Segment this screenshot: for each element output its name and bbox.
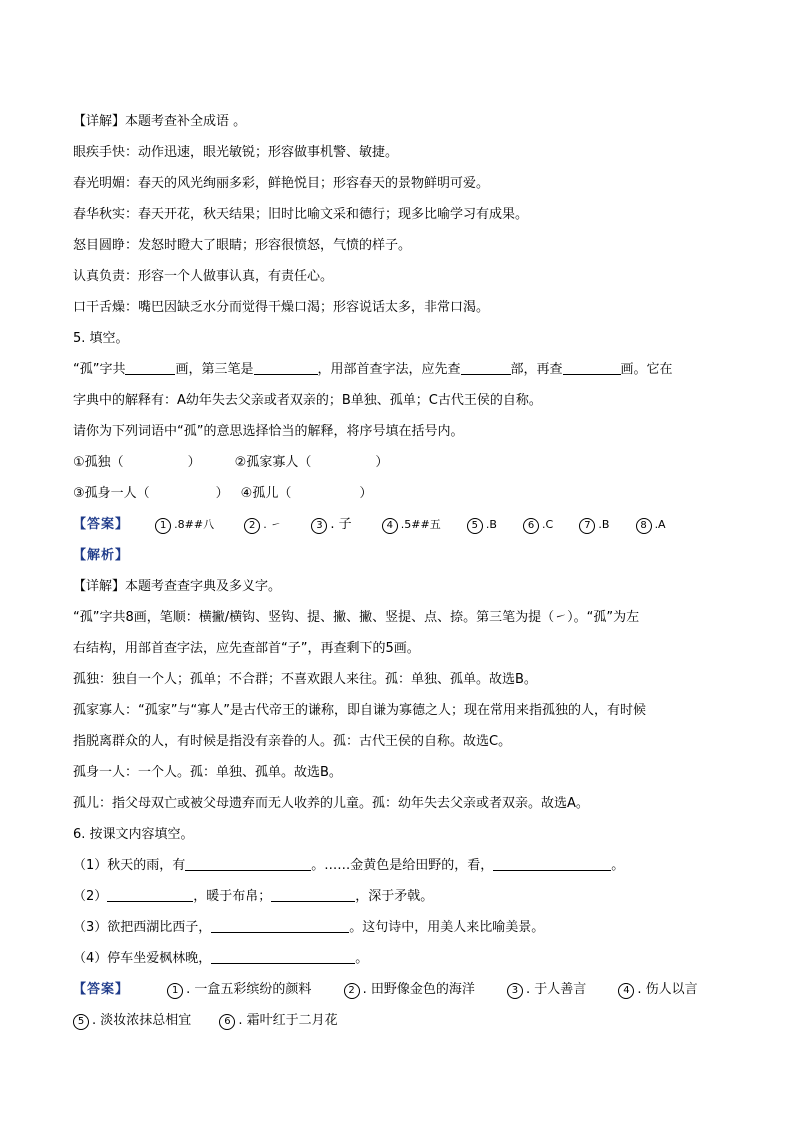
circled-number: 8 [636, 518, 652, 534]
bracket-close: ） [375, 455, 389, 470]
q6-item-3: （3）欲把西湖比西子， 。这句诗中，用美人来比喻美景。 [73, 920, 545, 935]
circled-number: 3 [311, 518, 327, 534]
circled-number: 2 [244, 518, 260, 534]
answer-item: 1 . 一盒五彩缤纷的颜料 [167, 982, 311, 997]
answer-item: 7 .B [579, 517, 609, 532]
q6-answer-line-2 [73, 1005, 733, 1036]
answer-item: 6 . 霜叶红于二月花 [219, 1013, 337, 1028]
q6-item-1: （1）秋天的雨，有 。……金黄色是给田野的，看， 。 [73, 858, 625, 873]
blank-third-stroke[interactable] [254, 360, 318, 375]
q5-instruction: 请你为下列词语中“孤”的意思选择恰当的解释，将序号填在括号内。 [73, 424, 464, 439]
answer-item: 6 .C [523, 517, 553, 532]
q5-text: 画，第三笔是 [175, 362, 254, 377]
q5-words-row [73, 478, 733, 509]
blank-q6-4[interactable] [271, 887, 355, 902]
bracket-close: ） [359, 486, 373, 501]
question-5-title: 5. 填空。 [73, 331, 129, 346]
answer-item: 8 .A [636, 517, 666, 532]
circled-number: 4 [382, 518, 398, 534]
answer-item: 4 .5##五 [382, 517, 441, 532]
circled-number: 7 [579, 518, 595, 534]
answer-item: 4 . 伤人以言 [618, 982, 697, 997]
blank-q6-3[interactable] [107, 887, 193, 902]
explanation-line: 右结构，用部首查字法，应先查部首“子”，再查剩下的5画。 [73, 641, 420, 656]
idiom-line: 怒目圆睁：发怒时瞪大了眼睛；形容很愤怒，气愤的样子。 [73, 238, 412, 253]
answer-item: 2 . ㇀ [244, 517, 281, 532]
q6-item-2: （2） ，暖于布帛； ，深于矛戟。 [73, 889, 434, 904]
q5-text: ，用部首查字法，应先查 [317, 362, 461, 377]
detail-tag: 【详解】 [73, 579, 126, 594]
blank-remaining-strokes[interactable] [563, 360, 621, 375]
circled-number: 5 [73, 1014, 89, 1030]
answer-item: 3 . 于人善言 [507, 982, 586, 997]
blank-q6-6[interactable] [211, 949, 355, 964]
circled-number: 6 [523, 518, 539, 534]
detail-text: 本题考查查字典及多义字。 [125, 579, 282, 594]
document-page [73, 106, 733, 1036]
idiom-line: 眼疾手快：动作迅速，眼光敏锐；形容做事机警、敏捷。 [73, 145, 399, 160]
detail-tag: 【详解】 [73, 114, 126, 129]
q5-text: 部，再查 [510, 362, 563, 377]
analysis-line [73, 540, 733, 571]
answer-item: 2 . 田野像金色的海洋 [344, 982, 475, 997]
q5-words-row [73, 447, 733, 478]
question-6-title: 6. 按课文内容填空。 [73, 827, 194, 842]
idiom-line: 认真负责：形容一个人做事认真，有责任心。 [73, 269, 334, 284]
blank-q6-1[interactable] [185, 856, 311, 871]
word-item: ③孤身一人（ [73, 486, 150, 501]
circled-number: 4 [618, 983, 634, 999]
bracket-close: ） [215, 486, 229, 501]
q5-answer-line [73, 509, 733, 540]
blank-q6-5[interactable] [211, 918, 349, 933]
blank-radical[interactable] [461, 360, 511, 375]
answer-item: 5 .B [467, 517, 497, 532]
answer-tag: 【答案】 [73, 982, 130, 997]
circled-number: 5 [467, 518, 483, 534]
q5-text: 画。它在 [620, 362, 673, 377]
answer-item: 5 . 淡妆浓抹总相宜 [73, 1013, 191, 1028]
q5-text: “孤”字共 [73, 362, 126, 377]
word-item: ②孤家寡人（ [234, 455, 312, 470]
circled-number: 2 [344, 983, 360, 999]
detail-line [73, 106, 733, 137]
analysis-tag: 【解析】 [73, 548, 130, 563]
blank-q6-2[interactable] [493, 856, 611, 871]
explanation-line: “孤”字共8画，笔顺：横撇/横钩、竖钩、提、撇、撇、竖提、点、捺。第三笔为提（㇀）。“孤”为左 [73, 610, 640, 625]
word-item: ④孤儿（ [240, 486, 292, 501]
blank-stroke-count[interactable] [125, 360, 175, 375]
explanation-line: 孤独：独自一个人；孤单；不合群；不喜欢跟人来往。孤：单独、孤单。故选B。 [73, 672, 537, 687]
q6-answer-line [73, 974, 733, 1005]
circled-number: 6 [219, 1014, 235, 1030]
circled-number: 3 [507, 983, 523, 999]
answer-tag: 【答案】 [73, 517, 130, 532]
answer-item: 1 .8##八 [155, 517, 214, 532]
bracket-close: ） [187, 455, 201, 470]
explanation-line: 孤家寡人：“孤家”与“寡人”是古代帝王的谦称，即自谦为寡德之人；现在常用来指孤独的人，有时候 [73, 703, 646, 718]
answer-item: 3 . 子 [311, 517, 351, 532]
circled-number: 1 [167, 983, 183, 999]
q5-fill-line [73, 354, 733, 385]
idiom-line: 春华秋实：春天开花，秋天结果；旧时比喻文采和德行；现多比喻学习有成果。 [73, 207, 529, 222]
q6-item-4: （4）停车坐爱枫林晚， 。 [73, 951, 369, 966]
detail-line [73, 571, 733, 602]
word-item: ①孤独（ [73, 455, 124, 470]
explanation-line: 指脱离群众的人，有时候是指没有亲眷的人。孤：古代王侯的自称。故选C。 [73, 734, 512, 749]
q5-dictionary-line: 字典中的解释有：A幼年失去父亲或者双亲的；B单独、孤单；C古代王侯的自称。 [73, 393, 542, 408]
circled-number: 1 [155, 518, 171, 534]
detail-text: 本题考查补全成语 。 [125, 114, 247, 129]
idiom-line: 口干舌燥：嘴巴因缺乏水分而觉得干燥口渴；形容说话太多，非常口渴。 [73, 300, 490, 315]
explanation-line: 孤儿：指父母双亡或被父母遗弃而无人收养的儿童。孤：幼年失去父亲或者双亲。故选A。 [73, 796, 589, 811]
explanation-line: 孤身一人：一个人。孤：单独、孤单。故选B。 [73, 765, 342, 780]
idiom-line: 春光明媚：春天的风光绚丽多彩，鲜艳悦目；形容春天的景物鲜明可爱。 [73, 176, 490, 191]
